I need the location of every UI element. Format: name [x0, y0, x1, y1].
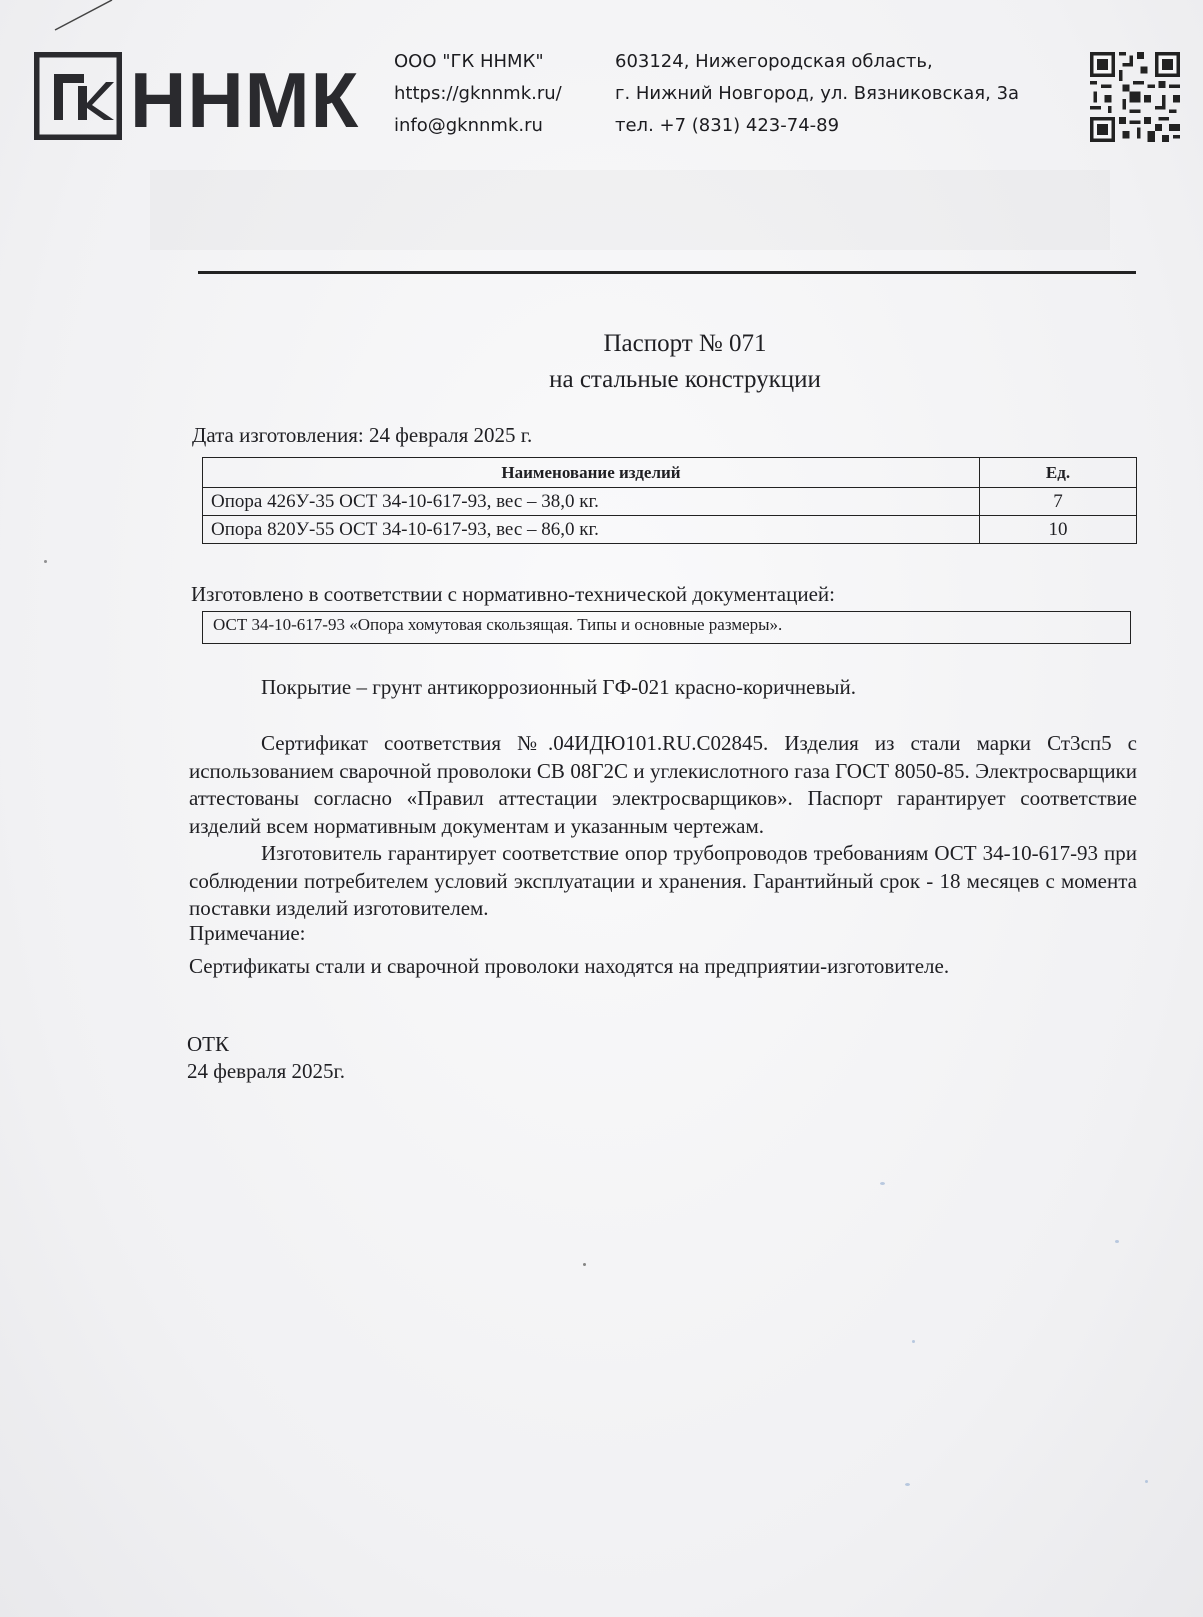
table-row	[203, 488, 1137, 516]
phone-number: тел. +7 (831) 423-74-89	[615, 115, 840, 136]
table-header-row	[203, 458, 1137, 488]
company-logo	[34, 52, 364, 142]
item-qty: 10	[980, 516, 1137, 544]
scan-speck	[905, 1483, 910, 1486]
qr-code-icon	[1090, 52, 1180, 142]
address-line-1: 603124, Нижегородская область,	[615, 51, 933, 72]
document-subtitle: на стальные конструкции	[549, 366, 821, 393]
header-contacts	[394, 46, 562, 142]
scan-speck	[912, 1340, 915, 1343]
scan-speck	[1115, 1240, 1119, 1243]
header-divider	[198, 271, 1136, 274]
otk-label: ОТК	[187, 1032, 229, 1056]
scan-speck	[880, 1182, 885, 1185]
table-row	[203, 516, 1137, 544]
item-name: Опора 426У-35 ОСТ 34-10-617-93, вес – 38,0 кг.	[203, 488, 980, 516]
items-table	[202, 457, 1137, 544]
header-address	[615, 46, 1019, 142]
otk-date: 24 февраля 2025г.	[187, 1059, 345, 1083]
otk-signature-block	[187, 1031, 345, 1085]
scan-speck	[44, 560, 47, 563]
scan-speck	[583, 1263, 586, 1266]
note-heading: Примечание:	[189, 921, 306, 945]
column-header-qty: Ед.	[980, 458, 1137, 488]
column-header-name: Наименование изделий	[203, 458, 980, 488]
scan-speck	[1145, 1480, 1148, 1483]
scan-shadow	[150, 170, 1110, 250]
norm-doc-label: Изготовлено в соответствии с нормативно-технической документацией:	[191, 582, 835, 606]
logo-text: ННМК	[130, 56, 360, 144]
certificate-paragraph: Сертификат соответствия №.04ИДЮ101.RU.C02845. Изделия из стали марки Ст3сп5 с использованием сварочной проволоки СВ 08Г2С и углекислотного газа ГОСТ 8050-85. Электросварщики аттестованы согласно «Правил аттестации электросварщиков». Паспорт гарантирует соответствие изделий всем нормативным документам и указанным чертежам.	[189, 731, 1137, 838]
manufacture-date: Дата изготовления: 24 февраля 2025 г.	[192, 423, 533, 447]
note-text: Сертификаты стали и сварочной проволоки находятся на предприятии-изготовителе.	[189, 954, 950, 978]
coating-paragraph: Покрытие – грунт антикоррозионный ГФ-021 красно-коричневый.	[261, 675, 856, 699]
item-name: Опора 820У-55 ОСТ 34-10-617-93, вес – 86,0 кг.	[203, 516, 980, 544]
norm-doc-value: ОСТ 34-10-617-93 «Опора хомутовая скользящая. Типы и основные размеры».	[202, 611, 1131, 644]
logo-mark-icon	[34, 52, 122, 140]
address-line-2: г. Нижний Новгород, ул. Вязниковская, 3а	[615, 83, 1020, 104]
company-name: ООО "ГК ННМК"	[394, 51, 544, 72]
website-link[interactable]: https://gknnmk.ru/	[394, 83, 562, 104]
item-qty: 7	[980, 488, 1137, 516]
guarantee-paragraph: Изготовитель гарантирует соответствие опор трубопроводов требованиям ОСТ 34-10-617-93 при соблюдении потребителем условий эксплуатации и хранения. Гарантийный срок - 18 месяцев с момента поставки изделий изготовителем.	[189, 841, 1137, 920]
document-title: Паспорт № 071	[603, 330, 767, 357]
email-link[interactable]: info@gknnmk.ru	[394, 115, 543, 136]
